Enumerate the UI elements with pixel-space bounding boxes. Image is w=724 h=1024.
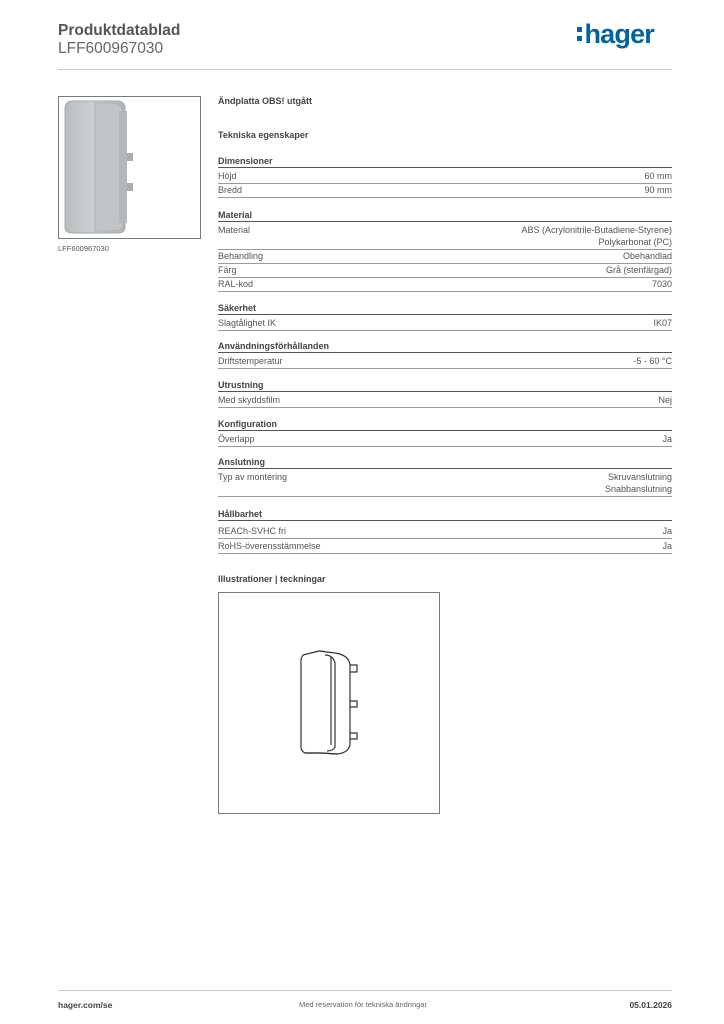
spec-key: Typ av montering xyxy=(218,472,288,482)
spec-value: 90 mm xyxy=(644,185,672,195)
footer-site-link[interactable]: hager.com/se xyxy=(58,1000,113,1010)
end-plate-photo-icon xyxy=(59,97,200,238)
spec-value: 7030 xyxy=(651,279,672,289)
spec-row xyxy=(218,224,672,250)
spec-row xyxy=(218,433,672,447)
doc-product-number: LFF600967030 xyxy=(58,40,164,57)
product-photo xyxy=(58,96,201,239)
hager-logo xyxy=(577,19,654,50)
spec-key: Med skyddsfilm xyxy=(218,395,281,405)
spec-row xyxy=(218,525,672,539)
spec-value: IK07 xyxy=(653,318,672,328)
spec-key: RoHS-överensstämmelse xyxy=(218,541,321,551)
spec-key: REACh-SVHC fri xyxy=(218,526,287,536)
spec-key: Driftstemperatur xyxy=(218,356,283,366)
spec-value: ABS (Acrylonitrile-Butadiene-Styrene) xyxy=(521,225,672,235)
spec-row xyxy=(218,264,672,278)
doc-title: Produktdatablad xyxy=(58,22,181,39)
spec-key: Material xyxy=(218,225,251,235)
section-utrustning: Utrustning xyxy=(218,380,672,392)
spec-row xyxy=(218,471,672,497)
spec-value: Ja xyxy=(662,541,672,551)
spec-row xyxy=(218,278,672,292)
logo-colon-icon xyxy=(577,22,583,42)
spec-key: Höjd xyxy=(218,171,237,181)
section-konfiguration: Konfiguration xyxy=(218,419,672,431)
spec-value-2: Snabbanslutning xyxy=(604,484,672,494)
page-footer xyxy=(58,990,672,1018)
spec-value: 60 mm xyxy=(644,171,672,181)
spec-value: Nej xyxy=(658,395,672,405)
spec-key: Överlapp xyxy=(218,434,255,444)
section-dimensioner: Dimensioner xyxy=(218,156,672,168)
footer-note: Med reservation för tekniska ändringar xyxy=(299,1000,427,1009)
spec-key: Behandling xyxy=(218,251,264,261)
spec-row xyxy=(218,317,672,331)
properties-title: Tekniska egenskaper xyxy=(218,130,309,140)
spec-value: Ja xyxy=(662,434,672,444)
illustrations-title: Illustrationer | teckningar xyxy=(218,574,326,584)
spec-key: Färg xyxy=(218,265,237,275)
illustration-drawing xyxy=(218,592,440,814)
end-plate-drawing-icon xyxy=(219,593,439,813)
section-anvandning: Användningsförhållanden xyxy=(218,341,672,353)
spec-key: Bredd xyxy=(218,185,243,195)
section-sakerhet: Säkerhet xyxy=(218,303,672,315)
spec-value-2: Polykarbonat (PC) xyxy=(598,237,672,247)
spec-row xyxy=(218,250,672,264)
spec-key: RAL-kod xyxy=(218,279,254,289)
spec-value: Obehandlad xyxy=(622,251,672,261)
spec-row xyxy=(218,394,672,408)
spec-value: Skruvanslutning xyxy=(607,472,672,482)
logo-text: hager xyxy=(584,19,654,49)
footer-date: 05.01.2026 xyxy=(629,1000,672,1010)
section-hallbarhet: Hållbarhet xyxy=(218,509,672,521)
section-material: Material xyxy=(218,210,672,222)
spec-value: -5 - 60 °C xyxy=(633,356,672,366)
section-anslutning: Anslutning xyxy=(218,457,672,469)
product-name: Ändplatta OBS! utgått xyxy=(218,96,312,106)
spec-value: Grå (stenfärgad) xyxy=(605,265,672,275)
page-header xyxy=(58,19,672,70)
spec-row xyxy=(218,355,672,369)
spec-row xyxy=(218,170,672,184)
spec-row xyxy=(218,184,672,198)
spec-value: Ja xyxy=(662,526,672,536)
spec-key: Slagtålighet IK xyxy=(218,318,277,328)
spec-row xyxy=(218,540,672,554)
photo-caption: LFF600967030 xyxy=(58,244,109,253)
